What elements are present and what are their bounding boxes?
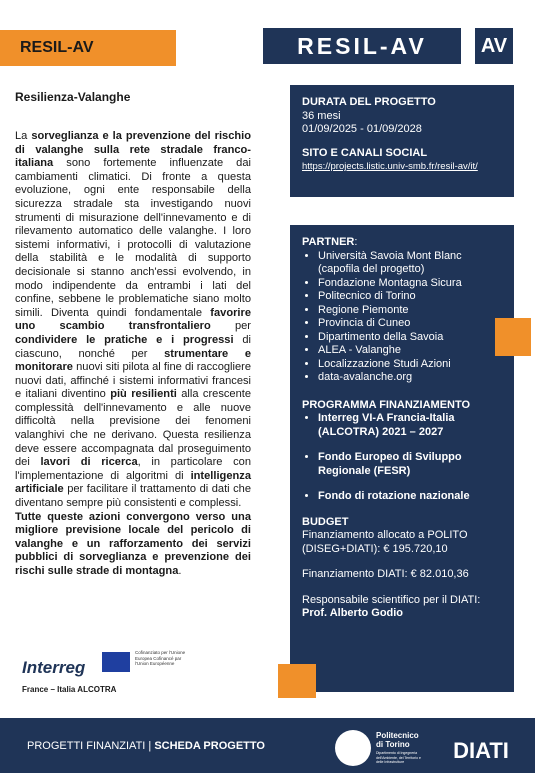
description-segment: per facilitare il trattamento di dati che diventano sempre più consistenti e complessi.: [15, 483, 251, 510]
description-paragraph-2: Tutte queste azioni convergono verso una migliore previsione locale del pericolo di valanghe e un rafforzamento dei servizi pubblici di sorveglianza e prevenzione dei rischi sulle strade di montagna: [15, 510, 251, 577]
details-panel: [290, 225, 514, 692]
partner-item: • ALEA - Valanghe: [318, 344, 502, 358]
duration-heading: DURATA DEL PROGETTO: [302, 96, 436, 108]
budget-diati: Finanziamento DIATI: € 82.010,36: [302, 568, 469, 580]
decor-square-right: [495, 318, 531, 356]
program-heading: PROGRAMMA FINANZIAMENTO: [302, 398, 471, 411]
budget-heading: BUDGET: [302, 515, 349, 528]
interreg-logo: Interreg: [22, 658, 86, 677]
project-site-link[interactable]: https://projects.listic.univ-smb.fr/resil-av/it/: [302, 161, 478, 172]
duration-dates: 01/09/2025 - 01/09/2028: [302, 123, 422, 135]
eu-cofinancing-text: Cofinanziato per l'Unione Europea Cofinancé par l'Union Européenne: [135, 650, 186, 666]
resil-av-logo-mark: AV: [475, 28, 513, 64]
partner-item: • Dipartimento della Savoia: [318, 331, 502, 345]
resil-av-logo: RESIL-AV: [263, 28, 461, 64]
description-paragraph-1: [15, 130, 251, 509]
partner-item: • Localizzazione Studi Azioni: [318, 358, 502, 372]
decor-square-bottom: [278, 664, 316, 698]
description-segment: lavori di ricerca: [40, 456, 138, 469]
description-segment: più resilienti: [110, 388, 177, 401]
description-segment: condividere le pratiche e i progressi: [15, 333, 234, 346]
polito-department: Dipartimento di Ingegneria dell'Ambiente, del Territorio e delle Infrastrutture: [376, 751, 421, 764]
budget-polito: Finanziamento allocato a POLITO (DISEG+DIATI): € 195.720,10: [302, 529, 468, 555]
description-segment: nuovi siti pilota al fine di raccogliere nuovi dati, affinché i sistemi informativi francesi e italiani diventino: [15, 361, 251, 401]
description-segment: sono fortemente influenzate dai cambiamenti climatici. Di fronte a questa evoluzione, ogni ente responsabile della sicurezza stradale sta investigando nuovi strumenti di misurazione dell'innevamento e di rilevamento automatico delle valanghe. I loro sistemi informativi, i protocolli di valutazione della stabilità e le modalità di supporto decisionale si stanno anch'essi evolvendo, in modo indipendente da entrambi i lati del confine, sebbene le problematiche siano molto simili. Diventa quindi fondamentale: [15, 157, 251, 319]
description-segment: intelligenza artificiale: [15, 469, 251, 496]
description-paragraph-2-end: .: [178, 565, 182, 577]
description-segment: , in particolare con l'implementazione di algoritmi di: [15, 456, 251, 482]
program-item: • Interreg VI-A Francia-Italia (ALCOTRA) 2021 – 2027: [318, 412, 502, 439]
duration-panel: [290, 85, 514, 197]
project-tag-label: RESIL-AV: [20, 39, 94, 56]
project-description: [15, 130, 251, 579]
duration-months: 36 mesi: [302, 109, 341, 122]
scientific-lead-label: Responsabile scientifico per il DIATI:: [302, 593, 481, 606]
polito-seal-icon: [335, 730, 371, 766]
eu-flag-icon: [102, 652, 130, 672]
partner-item: • Regione Piemonte: [318, 304, 502, 318]
description-segment: strumentare e monitorare: [15, 347, 252, 374]
project-tag: [0, 30, 176, 66]
footer-label: PROGETTI FINANZIATI | SCHEDA PROGETTO: [27, 740, 265, 752]
program-list: [302, 412, 502, 504]
partner-item: • Provincia di Cuneo: [318, 317, 502, 331]
partner-item: • Fondazione Montagna Sicura: [318, 277, 502, 291]
page-subtitle: Resilienza-Valanghe: [15, 90, 131, 104]
description-segment: La: [15, 130, 32, 142]
partner-list: [302, 250, 502, 385]
diati-logo: DIATI: [453, 738, 509, 763]
partner-item: • Università Savoia Mont Blanc (capofila del progetto): [318, 250, 502, 277]
program-item: • Fondo Europeo di Sviluppo Regionale (FESR): [318, 451, 502, 478]
partner-item: • data-avalanche.org: [318, 371, 502, 385]
description-segment: favorire uno scambio transfrontaliero: [15, 306, 251, 333]
site-heading: SITO E CANALI SOCIAL: [302, 146, 428, 159]
description-segment: per: [210, 320, 251, 333]
description-segment: alla crescente complessità dell'innevamento e alle nuove difficoltà nella previsione dei fenomeni valanghivi che ne derivano. Questa resilienza deve essere accompagnata dal proseguimento dei: [15, 388, 252, 469]
partner-heading: PARTNER:: [302, 236, 358, 248]
program-item: • Fondo di rotazione nazionale: [318, 490, 502, 504]
polito-name: Politecnico di Torino: [376, 731, 419, 749]
description-segment: di ciascuno, nonché per: [15, 333, 251, 360]
partner-item: • Politecnico di Torino: [318, 290, 502, 304]
scientific-lead-name: Prof. Alberto Godio: [302, 607, 404, 619]
description-segment: sorveglianza e la prevenzione del rischio di valanghe sulla rete stradale franco-italiana: [15, 130, 251, 170]
alcotra-label: France – Italia ALCOTRA: [22, 685, 117, 694]
